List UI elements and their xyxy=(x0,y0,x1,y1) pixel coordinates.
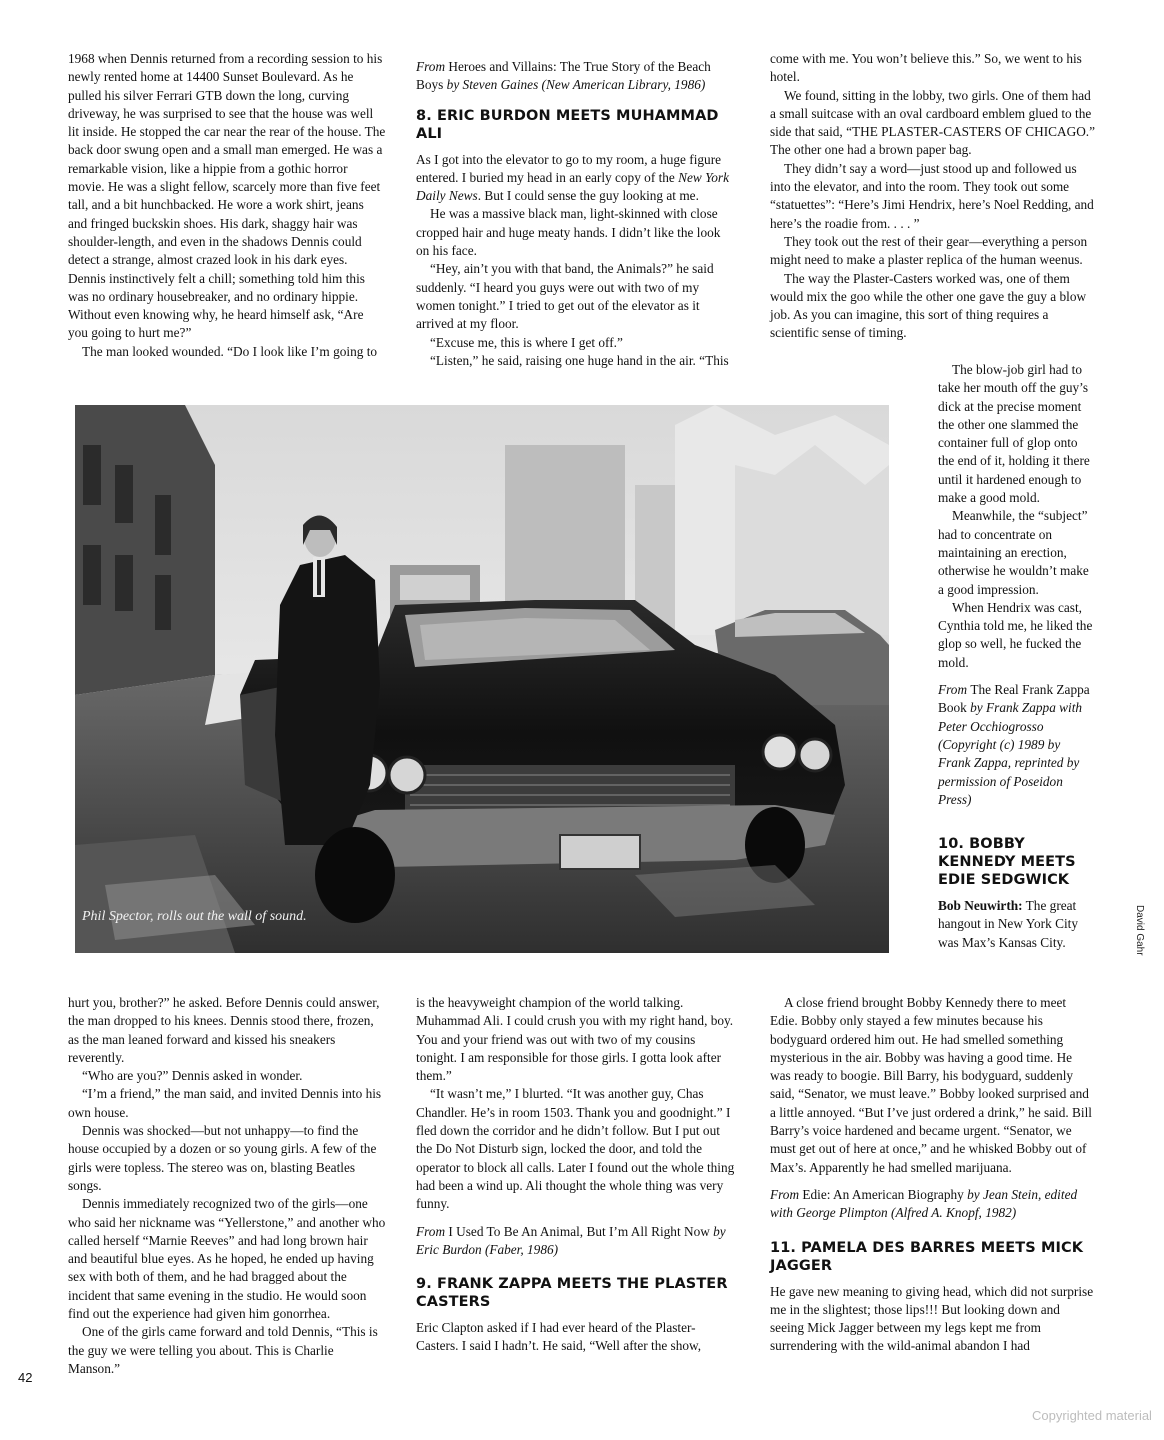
paragraph: Dennis was shocked—but not unhappy—to find the house occupied by a dozen or so young girls. A few of the girls were topless. The stereo was on, blasting Beatles songs. xyxy=(68,1123,377,1193)
paragraph: When Hendrix was cast, Cynthia told me, he liked the glop so well, he fucked the mold. xyxy=(938,599,1093,670)
source-citation: From I Used To Be An Animal, But I’m All Right Now by Eric Burdon (Faber, 1986) xyxy=(416,1223,726,1257)
paragraph: The way the Plaster-Casters worked was, one of them would mix the goo while the other one gave the guy a blow job. As you can imagine, this sort of thing requires a scientific sense of timing. xyxy=(770,270,1087,341)
source-citation: From Edie: An American Biography by Jean Stein, edited with George Plimpton (Alfred A. Knopf, 1982) xyxy=(770,1186,1078,1221)
copyright-watermark: Copyrighted material xyxy=(1032,1408,1152,1423)
source-citation: From The Real Frank Zappa Book by Frank Zappa with Peter Occhiogrosso (Copyright (c) 1989 by Frank Zappa, reprinted by permission of Poseidon Press) xyxy=(938,682,1090,807)
paragraph: “Excuse me, this is where I get off.” xyxy=(430,334,623,350)
photo-credit: David Gahr xyxy=(1134,905,1145,956)
paragraph: As I got into the elevator to go to my room, a huge figure entered. I buried my head in an early copy of the New York Daily News. But I could sense the guy looking at me. xyxy=(416,151,730,204)
column-1-top xyxy=(68,50,386,361)
section-heading: 10. BOBBY KENNEDY MEETS EDIE SEDGWICK xyxy=(938,836,1076,889)
paragraph: Bob Neuwirth: The great hangout in New York City was Max’s Kansas City. xyxy=(938,898,1078,950)
paragraph: “I’m a friend,” the man said, and invited Dennis into his own house. xyxy=(68,1086,382,1120)
paragraph: They didn’t say a word—just stood up and followed us into the elevator, and into the room. They took out some “statuettes”: “Here’s Jimi Hendrix, here’s Noel Redding, and here’s the roadie from. . . . ” xyxy=(770,160,1094,231)
paragraph: “Listen,” he said, raising one huge hand in the air. “This xyxy=(430,352,729,368)
source-citation: From Heroes and Villains: The True Story of the Beach Boys by Steven Gaines (New American Library, 1986) xyxy=(416,59,711,93)
paragraph: We found, sitting in the lobby, two girls. One of them had a small suitcase with an oval cardboard emblem glued to the side that said, “THE PLASTER-CASTERS OF CHICAGO.” The other one had a brown paper bag. xyxy=(770,87,1096,158)
paragraph: Meanwhile, the “subject” had to concentrate on maintaining an erection, otherwise he wouldn’t make a good impression. xyxy=(938,508,1089,597)
paragraph: The blow-job girl had to take her mouth off the guy’s dick at the precise moment the other one slammed the container full of glop onto the end of it, holding it there until it hardened enough to make a good mold. xyxy=(938,362,1090,506)
paragraph: is the heavyweight champion of the world talking. Muhammad Ali. I could crush you with my right hand, boy. You and your friend was out with two of my cousins tonight. I am responsible for those girls. I gotta look after them.” xyxy=(416,995,734,1084)
column-3-bottom xyxy=(770,994,1096,1356)
paragraph: They took out the rest of their gear—everything a person might need to make a plaster replica of the human weenus. xyxy=(770,233,1088,268)
page-number: 42 xyxy=(18,1370,33,1385)
section-heading: 8. ERIC BURDON MEETS MUHAMMAD ALI xyxy=(416,107,719,142)
paragraph: He gave new meaning to giving head, which did not surprise me in the slightest; those lips!!! But looking down and seeing Mick Jagger between my legs kept me from surrendering with the wild-animal abandon I had xyxy=(770,1283,1094,1354)
paragraph: come with me. You won’t believe this.” So, we went to his hotel. xyxy=(770,51,1082,85)
paragraph: Eric Clapton asked if I had ever heard of the Plaster-Casters. I said I hadn’t. He said, “Well after the show, xyxy=(416,1320,702,1354)
photo-caption: Phil Spector, rolls out the wall of sound. xyxy=(82,909,307,924)
paragraph: Dennis immediately recognized two of the girls—one who said her nickname was “Yellerstone,” and another who called herself “Marnie Reeves” and had long brown hair and beautiful blue eyes. As he hoped, he ended up having sex with both of them, and he had bragged about the incident that same evening in the studio. He would soon find out the experience had given him gonorrhea. xyxy=(68,1196,386,1322)
section-heading: 9. FRANK ZAPPA MEETS THE PLASTER CASTERS xyxy=(416,1276,728,1311)
column-2-bottom xyxy=(416,994,736,1356)
paragraph: “Who are you?” Dennis asked in wonder. xyxy=(82,1068,303,1084)
column-3-narrow xyxy=(938,361,1096,952)
paragraph: A close friend brought Bobby Kennedy there to meet Edie. Bobby only stayed a few minutes because his bodyguard ordered him out. He had smelled something mysterious in the air. Bobby was having a good time. He was ready to boogie. Bill Barry, his bodyguard, suddenly said, “Senator, we must leave.” Bobby looked surprised and a little annoyed. “But I’ve just ordered a drink,” he said. Bill Barry’s voice hardened and became urgent. “Senator, we must get out of here at once,” and he whisked Bobby out of Max’s. Apparently he had smelled marijuana. xyxy=(770,995,1092,1175)
paragraph: The man looked wounded. “Do I look like I’m going to xyxy=(82,343,378,359)
paragraph: “It wasn’t me,” I blurted. “It was another guy, Chas Chandler. He’s in room 1503. Thank you and goodnight.” I fled down the corridor and he didn’t follow. But I put out the Do Not Disturb sign, locked the door, and told the operator to block all calls. Later I found out the whole thing had been a wind up. Ali thought the whole thing was very funny. xyxy=(416,1086,735,1212)
photo-phil-spector-car xyxy=(75,405,889,953)
paragraph: hurt you, brother?” he asked. Before Dennis could answer, the man dropped to his knees. Dennis stood there, frozen, as the man leaned forward and kissed his sneakers reverently. xyxy=(68,995,380,1065)
column-1-bottom xyxy=(68,994,386,1378)
section-heading: 11. PAMELA DES BARRES MEETS MICK JAGGER xyxy=(770,1239,1084,1274)
column-2-top xyxy=(416,58,736,370)
paragraph: He was a massive black man, light-skinned with close cropped hair and huge meaty hands. I didn’t like the look on his face. xyxy=(416,206,721,259)
paragraph: 1968 when Dennis returned from a recording session to his newly rented home at 14400 Sunset Boulevard. As he pulled his silver Ferrari GTB down the long, curving driveway, he was surprised to see that the house was well lit inside. He stopped the car near the rear of the house. The back door swung open and a small man emerged. He was a remarkable vision, like a hippie from a gothic horror movie. He was a slight fellow, scarcely more than five feet tall, and a bit hunchbacked. He wore a work shirt, jeans and fringed buckskin shoes. His dark, shaggy hair was shoulder-length, and even in the shadows Dennis could detect a strange, almost crazed look in his dark eyes. Dennis instinctively felt a chill; something told him this was no ordinary housebreaker, and no ordinary hippie. Without even knowing why, he heard himself ask, “Are you going to hurt me?” xyxy=(68,51,386,341)
paragraph: One of the girls came forward and told Dennis, “This is the guy we were telling you about. This is Charlie Manson.” xyxy=(68,1324,378,1376)
paragraph: “Hey, ain’t you with that band, the Animals?” he said suddenly. “I heard you guys were out with two of my women tonight.” I tried to get out of the elevator as it arrived at my floor. xyxy=(416,261,714,332)
column-3-top xyxy=(770,50,1096,343)
